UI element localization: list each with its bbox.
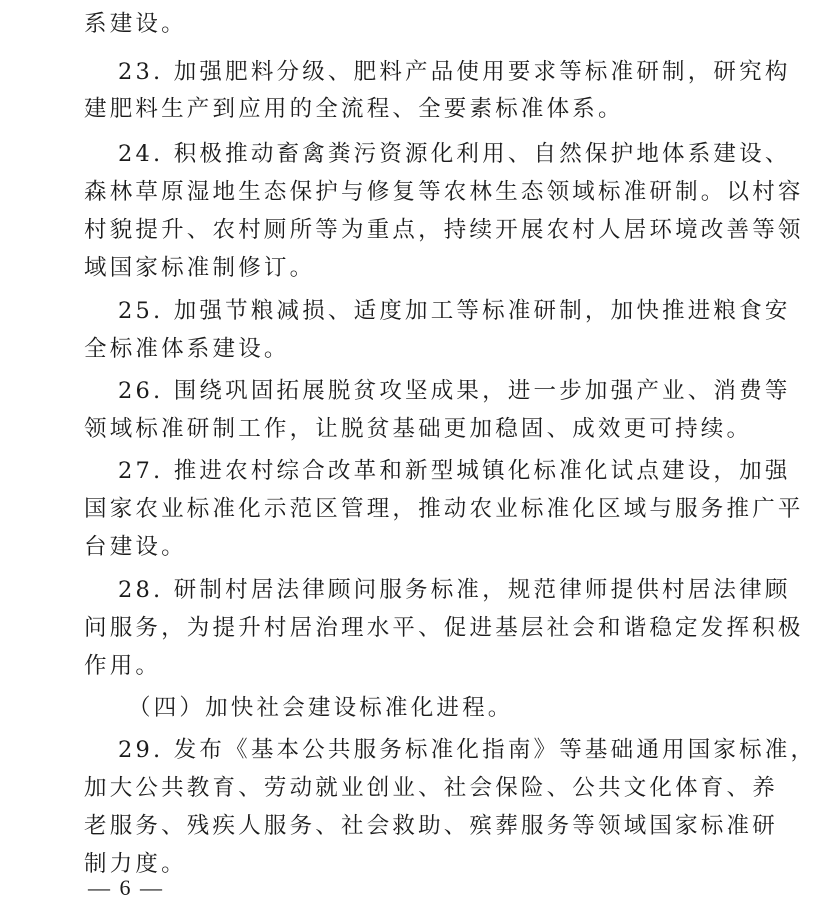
section-heading: （四）加快社会建设标准化进程。: [128, 695, 514, 721]
text-line: 森林草原湿地生态保护与修复等农林生态领域标准研制。以村容: [84, 179, 804, 205]
text-line: 域国家标准制修订。: [84, 255, 316, 281]
text-line: 作用。: [84, 653, 162, 679]
item-29-line: 29. 发布《基本公共服务标准化指南》等基础通用国家标准，: [118, 737, 816, 763]
text-line: 系建设。: [84, 11, 187, 37]
text-line: 老服务、残疾人服务、社会救助、殡葬服务等领域国家标准研: [84, 813, 778, 839]
text-line: 问服务，为提升村居治理水平、促进基层社会和谐稳定发挥积极: [84, 615, 804, 641]
item-28-line: 28. 研制村居法律顾问服务标准，规范律师提供村居法律顾: [118, 577, 791, 603]
item-25-line: 25. 加强节粮减损、适度加工等标准研制，加快推进粮食安: [118, 298, 791, 324]
text-line: 加大公共教育、劳动就业创业、社会保险、公共文化体育、养: [84, 775, 778, 801]
text-line: 台建设。: [84, 534, 187, 560]
item-26-line: 26. 围绕巩固拓展脱贫攻坚成果，进一步加强产业、消费等: [118, 378, 791, 404]
text-line: 村貌提升、农村厕所等为重点，持续开展农村人居环境改善等领: [84, 217, 804, 243]
text-line: 国家农业标准化示范区管理，推动农业标准化区域与服务推广平: [84, 496, 804, 522]
text-line: 制力度。: [84, 851, 187, 877]
item-27-line: 27. 推进农村综合改革和新型城镇化标准化试点建设，加强: [118, 458, 791, 484]
item-24-line: 24. 积极推动畜禽粪污资源化利用、自然保护地体系建设、: [118, 141, 791, 167]
text-line: 建肥料生产到应用的全流程、全要素标准体系。: [84, 96, 624, 122]
text-line: 全标准体系建设。: [84, 336, 290, 362]
page-number: — 6 —: [88, 875, 164, 900]
item-23-line: 23. 加强肥料分级、肥料产品使用要求等标准研制，研究构: [118, 59, 791, 85]
text-line: 领域标准研制工作，让脱贫基础更加稳固、成效更可持续。: [84, 416, 753, 442]
